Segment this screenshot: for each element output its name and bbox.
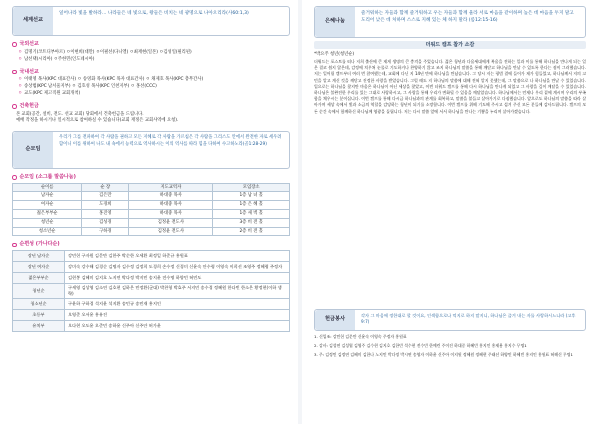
welcome-text: 일어나라 빛을 발하라… 나라들은 네 빛으로, 왕들은 비치는 네 광명으로 나아오리라(사60:1,3) <box>59 11 249 16</box>
building-line-1: 본 교회(공간, 설비, 전도. 선교 교회) 당회에서 건축헌금을 드립니다. <box>16 111 144 117</box>
domestic-line-2: ㅇ 송상범(KPC 남서울지부) ㅇ 김호성 목사(KPC 인천지부) ㅇ 홍선(CCC) <box>18 84 157 90</box>
table-header-cell: 지도교역자 <box>129 183 213 192</box>
offering-label: 헌금봉사 <box>315 310 355 330</box>
right-page <box>300 0 600 424</box>
table-row: 젊은부부순 김현봉 김혜미 김지호 노지연 박다정 박지민 송지윤 전수명 하양민 허민도 <box>13 273 290 284</box>
small-groups-title: 순모임 (소그룹 말씀나눔) <box>19 173 76 180</box>
welcome-box <box>12 6 290 36</box>
table-row: 청소년순 구하경 김정윤 전도사 2층 비 전 홀 <box>13 227 290 236</box>
table-header-row <box>13 183 290 192</box>
table-row: 청년순 구세영 김상영 김소연 김호현 김하은 민정환(군대) 박찬형 박효주 서지민 송수경 정혜원 한다빈 한소은 황정현(이하 생략) <box>13 284 290 298</box>
order-section-header <box>12 241 290 248</box>
circle-bullet-icon <box>12 70 17 75</box>
offering-box <box>314 309 586 331</box>
order-title: 순편성 (가나다순) <box>19 241 60 248</box>
small-groups-section-header <box>12 174 290 181</box>
testimony-body: 더워드는 포스트를 떠나 저희 출산에 큰 제게 생명의 큰 충격을 주었습니다. 젊은 청년과 다음세대에게 복음을 전하는 일과 이를 통해 하나님을 만나게 되는 일은 결코 쉽지 않은데, 감정에 치우쳐 눈물로 기도하거나 찬양하기 않고 조지 하나님의 말씀을 통해 깨닫고 하나님을 만날 수 있도록 한다는 점이 그러했습니다. 저는 일어릴 캠프부터 여러 번 참여했는데, 교회에 다닌 지 14년 만에 하나님을 만났습니다. 그 당시 저는 평범 결에 들어가 제가 힘들었고, 하나님께서 저의 고민을 알고 계신 것을 깨닫고 진정한 사랑을 받았습니다. 그럴 때도 지 하나님의 말씀에 대해 전혀 알지 못했는데, 그 말씀으로 나 하나님을 만날 수 있었습니다. 입으로는 하나님을 찾지만 마음은 하나님이 아닌 세상을 찾았고, 이번 더워드 캠프를 통해 다시 하나님을 만나게 되었고 그 사랑을 깊이 깨달을 수 있었습니다. 하나님은 불완전한 우리를 있는 그대로 사랑하시고, 그 사랑을 통해 우리가 변화될 수 있음을 깨달았습니다. 하나님께서는 언제나 우리 곁에 계시며 우리의 부족함을 채우시는 분이십니다. 이번 캠프를 통해 다시금 하나님과의 관계를 회복하고, 말씀을 붙들고 살아가기로 다짐했습니다. 앞으로도 하나님의 말씀을 따라 살아가며 세상 속에서 빛과 소금의 역할을 감당하는 청년이 되기를 소망합니다. 이번 캠프를 위해 기도해 주시고 섬겨 주신 모든 분들께 감사드립니다. 캠프의 모든 순간 속에서 함께하신 하나님께 영광을 돌립니다. 저는 다시 말씀 앞에 서서 하나님을 만나는 기쁨을 누리며 살아가겠습니다. <box>314 58 586 114</box>
table-row: 청소년순 구윤하 구하경 석지윤 석지환 송민규 송민재 홍지인 <box>13 298 290 309</box>
footnote-3: 3. 주: 김정민 김정연 김혜미 김한나 노지민 박다정 박시연 송영자 이하윤 신주아 이지원 정혜원 정혜현 주태선 하양민 하혜빈 홍지인 홍원표 허해신 무명1 <box>314 351 573 357</box>
jungbo-label: 순모임 <box>13 132 53 168</box>
table-header-cell: 순이름 <box>13 183 82 192</box>
table-row: 여자순 도경희 하대중 목사 1층 은 혜 홀 <box>13 201 290 210</box>
circle-bullet-icon <box>12 243 17 248</box>
building-section-header <box>12 103 290 110</box>
building-title: 건축헌금 <box>19 102 39 109</box>
order-table <box>12 250 290 331</box>
table-row: 장년 남자순 강민헌 구자원 김문만 김한주 박순한 오세환 최정일 하준규 홍원표 <box>13 251 290 262</box>
building-line-2: 예배 작정을 하시거나 일시적으로 참여하실 수 있습니다(교회 재정은 교회사역에 요청). <box>16 118 179 124</box>
bulletin-title-banner <box>314 41 586 49</box>
domestic-line-1: ㅇ 이태영 목사(KPC 대표간사) ㅇ 송영화 목사(KPC 목자 대표간사) ㅇ 채제호 목사(KPC 총무간사) <box>18 77 204 83</box>
jungbo-text: 우리가 그를 전파하여 각 사람을 권하고 모든 지혜로 각 사람을 가르침은 각 사람을 그리스도 안에서 완전한 자로 세우려 함이니 이를 위하여 나도 내 속에서 능력으로 역사하시는 이의 역사를 따라 힘을 다하여 수고하노라(골1:28-29) <box>59 134 282 147</box>
table-row: 청년순 김성경 김정윤 전도사 3층 비 전 홀 <box>13 218 290 227</box>
table-header-cell: 모임장소 <box>213 183 290 192</box>
table-row: 초등부 오영준 오서윤 홍유진 <box>13 309 290 320</box>
table-row: 남자순 김은만 하대중 목사 1층 남 녀 홀 <box>13 192 290 201</box>
bulletin-title: 더워드 캠프 참가 소감 <box>425 41 475 48</box>
domestic-line-3: ㅇ 교도(KPC 제고직원 교회개척) <box>18 91 81 96</box>
welcome-label: 세계선교 <box>13 7 53 35</box>
prayer-label: 은혜나눔 <box>315 7 355 37</box>
national-section-header <box>12 41 290 48</box>
table-row: 장년 여자순 강미숙 강수해 김경순 김명자 김수정 김정희 도경희 손수정 신경미 신윤숙 안수령 이영숙 이희선 조영주 정혜령 주정자 <box>13 262 290 273</box>
table-header-cell: 순 장 <box>82 183 129 192</box>
prayer-box <box>314 6 586 38</box>
circle-bullet-icon <box>12 175 17 180</box>
footnote-2: 2. 감사: 김성연 김성엽 김영주 김수현 김지호 김한빈 석수현 전수빈 한예린 주이진 하대중 하혜빈 홍지인 홍제용 홍지수 무명1 <box>314 342 527 348</box>
prayer-text: 즐거워하는 자들과 함께 즐거워하고 우는 자들과 함께 울라 서로 마음을 같이하며 높은 데 마음을 두지 말고 도리어 낮은 데 처하며 스스로 지혜 있는 체 하지 말라 (롬12:15-16) <box>361 11 574 24</box>
domestic-section-header <box>12 69 290 76</box>
domestic-title: 국내선교 <box>19 68 39 75</box>
circle-bullet-icon <box>12 42 17 47</box>
table-row: 젊은부부순 홍진영 하대중 목사 1층 새 벽 홀 <box>13 210 290 219</box>
table-row: 유치부 오다현 오도윤 오준민 송하윤 신주아 신주안 허가윤 <box>13 320 290 331</box>
circle-bullet-icon <box>12 104 17 109</box>
small-groups-table <box>12 183 290 237</box>
national-line-1: ㅇ 김명기(코트디부아르) ㅇ이현희(대만) ㅇ이필선(다니엘) ㅇ최재현(일본) ㅇ김성일(필리핀) <box>18 49 192 55</box>
national-line-2: ㅇ 남선택(시리아) ㅇ주한민(인도네시아) <box>18 56 95 62</box>
jungbo-box <box>12 131 290 169</box>
footnote-1: 1. 신입조: 강민헌 김문만 신윤숙 이영숙 주정자 홍원표 <box>314 333 407 339</box>
offering-text: 각자 그 마음에 정한대로 할 것이요, 인색함으로나 억지로 하지 말지니, 하나님은 즐겨 내는 자를 사랑하시느니라 (고후9:7) <box>361 312 576 325</box>
testimony-author: *박요주 청년(청년순) <box>314 52 355 57</box>
national-title: 국외선교 <box>19 41 39 47</box>
